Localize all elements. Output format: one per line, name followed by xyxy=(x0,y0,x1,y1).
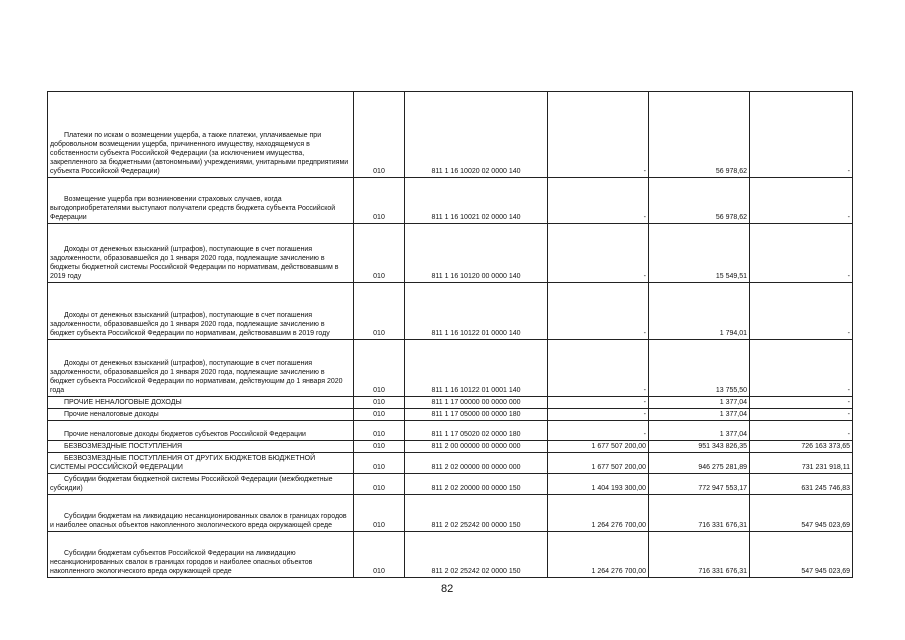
page-number: 82 xyxy=(441,583,454,595)
row-approved: - xyxy=(548,421,649,441)
row-line-code: 010 xyxy=(354,474,405,495)
row-unexecuted: - xyxy=(750,409,853,421)
row-executed: 1 377,04 xyxy=(649,409,750,421)
row-name-text: Субсидии бюджетам субъектов Российской Федерации на ликвидацию несанкционированных свалок в границах городов и наиболее опасных объектов накопленного экологического вреда окружающей среде xyxy=(50,550,313,575)
row-name-text: Прочие неналоговые доходы xyxy=(64,411,159,418)
row-budget-code: 811 1 16 10020 02 0000 140 xyxy=(405,92,548,178)
table-row xyxy=(48,283,853,340)
row-approved: 1 677 507 200,00 xyxy=(548,441,649,453)
row-name xyxy=(48,397,354,409)
row-executed: 56 978,62 xyxy=(649,178,750,224)
row-unexecuted: 631 245 746,83 xyxy=(750,474,853,495)
row-name xyxy=(48,474,354,495)
row-executed: 772 947 553,17 xyxy=(649,474,750,495)
table-row xyxy=(48,421,853,441)
row-executed: 1 377,04 xyxy=(649,421,750,441)
row-approved: - xyxy=(548,92,649,178)
row-unexecuted: - xyxy=(750,397,853,409)
row-approved: 1 677 507 200,00 xyxy=(548,453,649,474)
row-line-code: 010 xyxy=(354,421,405,441)
table-row xyxy=(48,224,853,283)
table-row xyxy=(48,92,853,178)
row-budget-code: 811 1 17 00000 00 0000 000 xyxy=(405,397,548,409)
row-budget-code: 811 1 16 10122 01 0001 140 xyxy=(405,340,548,397)
row-executed: 716 331 676,31 xyxy=(649,532,750,578)
table-row xyxy=(48,474,853,495)
row-approved: 1 264 276 700,00 xyxy=(548,495,649,532)
row-budget-code: 811 1 17 05000 00 0000 180 xyxy=(405,409,548,421)
table-row xyxy=(48,453,853,474)
row-line-code: 010 xyxy=(354,224,405,283)
row-unexecuted: - xyxy=(750,340,853,397)
row-executed: 56 978,62 xyxy=(649,92,750,178)
row-name xyxy=(48,453,354,474)
row-unexecuted: 547 945 023,69 xyxy=(750,495,853,532)
row-budget-code: 811 2 02 25242 02 0000 150 xyxy=(405,532,548,578)
row-unexecuted: - xyxy=(750,178,853,224)
row-name xyxy=(48,495,354,532)
row-line-code: 010 xyxy=(354,532,405,578)
table-row xyxy=(48,409,853,421)
row-line-code: 010 xyxy=(354,283,405,340)
row-budget-code: 811 1 16 10122 01 0000 140 xyxy=(405,283,548,340)
table-row xyxy=(48,178,853,224)
row-budget-code: 811 1 16 10120 00 0000 140 xyxy=(405,224,548,283)
row-executed: 1 794,01 xyxy=(649,283,750,340)
budget-report-sheet xyxy=(47,91,852,578)
row-name-text: БЕЗВОЗМЕЗДНЫЕ ПОСТУПЛЕНИЯ ОТ ДРУГИХ БЮДЖЕТОВ БЮДЖЕТНОЙ СИСТЕМЫ РОССИЙСКОЙ ФЕДЕРАЦИИ xyxy=(50,455,316,471)
row-line-code: 010 xyxy=(354,495,405,532)
row-budget-code: 811 1 17 05020 02 0000 180 xyxy=(405,421,548,441)
row-budget-code: 811 2 02 25242 00 0000 150 xyxy=(405,495,548,532)
row-line-code: 010 xyxy=(354,397,405,409)
revenue-table-body xyxy=(48,92,853,578)
row-approved: 1 404 193 300,00 xyxy=(548,474,649,495)
row-executed: 15 549,51 xyxy=(649,224,750,283)
row-approved: - xyxy=(548,283,649,340)
row-executed: 716 331 676,31 xyxy=(649,495,750,532)
row-name-text: Субсидии бюджетам на ликвидацию несанкционированных свалок в границах городов и наиболее опасных объектов накопленного экологического вреда окружающей среде xyxy=(50,513,347,529)
row-executed: 946 275 281,89 xyxy=(649,453,750,474)
row-unexecuted: 731 231 918,11 xyxy=(750,453,853,474)
row-approved: - xyxy=(548,178,649,224)
row-budget-code: 811 2 00 00000 00 0000 000 xyxy=(405,441,548,453)
row-name-text: ПРОЧИЕ НЕНАЛОГОВЫЕ ДОХОДЫ xyxy=(64,399,182,406)
row-executed: 13 755,50 xyxy=(649,340,750,397)
revenue-table xyxy=(47,91,853,578)
row-name-text: БЕЗВОЗМЕЗДНЫЕ ПОСТУПЛЕНИЯ xyxy=(64,443,183,450)
row-unexecuted: 547 945 023,69 xyxy=(750,532,853,578)
table-row xyxy=(48,495,853,532)
table-row xyxy=(48,441,853,453)
row-name-text: Доходы от денежных взысканий (штрафов), поступающие в счет погашения задолженности, образовавшейся до 1 января 2020 года, подлежащие зачислению в бюджеты бюджетной системы Российской Федерации по нормативам, действовавшим в 2019 году xyxy=(50,246,339,280)
row-unexecuted: - xyxy=(750,92,853,178)
row-approved: - xyxy=(548,397,649,409)
row-line-code: 010 xyxy=(354,409,405,421)
row-line-code: 010 xyxy=(354,178,405,224)
table-row xyxy=(48,340,853,397)
row-name-text: Прочие неналоговые доходы бюджетов субъектов Российской Федерации xyxy=(64,431,306,438)
row-name-text: Платежи по искам о возмещении ущерба, а также платежи, уплачиваемые при добровольном возмещении ущерба, причиненного имуществу, находящемуся в собственности субъекта Российской Федерации (за исключением имущества, закрепленного за бюджетными (автономными) учреждениями, унитарными предприятиями субъекта Российской Федерации) xyxy=(50,132,349,175)
row-unexecuted: - xyxy=(750,283,853,340)
row-name xyxy=(48,409,354,421)
row-name xyxy=(48,178,354,224)
row-name-text: Возмещение ущерба при возникновении страховых случаев, когда выгодоприобретателями выступают получатели средств бюджета субъекта Российской Федерации xyxy=(50,196,336,221)
row-name xyxy=(48,441,354,453)
row-line-code: 010 xyxy=(354,92,405,178)
row-line-code: 010 xyxy=(354,453,405,474)
row-name xyxy=(48,532,354,578)
row-executed: 1 377,04 xyxy=(649,397,750,409)
row-name xyxy=(48,92,354,178)
row-budget-code: 811 2 02 00000 00 0000 000 xyxy=(405,453,548,474)
table-row xyxy=(48,397,853,409)
row-name xyxy=(48,421,354,441)
row-unexecuted: - xyxy=(750,421,853,441)
row-unexecuted: 726 163 373,65 xyxy=(750,441,853,453)
row-executed: 951 343 826,35 xyxy=(649,441,750,453)
row-name xyxy=(48,224,354,283)
row-budget-code: 811 1 16 10021 02 0000 140 xyxy=(405,178,548,224)
row-approved: 1 264 276 700,00 xyxy=(548,532,649,578)
row-name-text: Субсидии бюджетам бюджетной системы Российской Федерации (межбюджетные субсидии) xyxy=(50,476,333,492)
row-line-code: 010 xyxy=(354,340,405,397)
row-approved: - xyxy=(548,224,649,283)
table-row xyxy=(48,532,853,578)
row-name xyxy=(48,283,354,340)
row-name-text: Доходы от денежных взысканий (штрафов), поступающие в счет погашения задолженности, образовавшейся до 1 января 2020 года, подлежащие зачислению в бюджет субъекта Российской Федерации по нормативам, действовавшим в 2019 году xyxy=(50,312,330,337)
row-name xyxy=(48,340,354,397)
row-line-code: 010 xyxy=(354,441,405,453)
row-approved: - xyxy=(548,409,649,421)
row-unexecuted: - xyxy=(750,224,853,283)
row-name-text: Доходы от денежных взысканий (штрафов), поступающие в счет погашения задолженности, образовавшейся до 1 января 2020 года, подлежащие зачислению в бюджет субъекта Российской Федерации по нормативам, действующим до 1 января 2020 года xyxy=(50,360,343,394)
row-approved: - xyxy=(548,340,649,397)
row-budget-code: 811 2 02 20000 00 0000 150 xyxy=(405,474,548,495)
